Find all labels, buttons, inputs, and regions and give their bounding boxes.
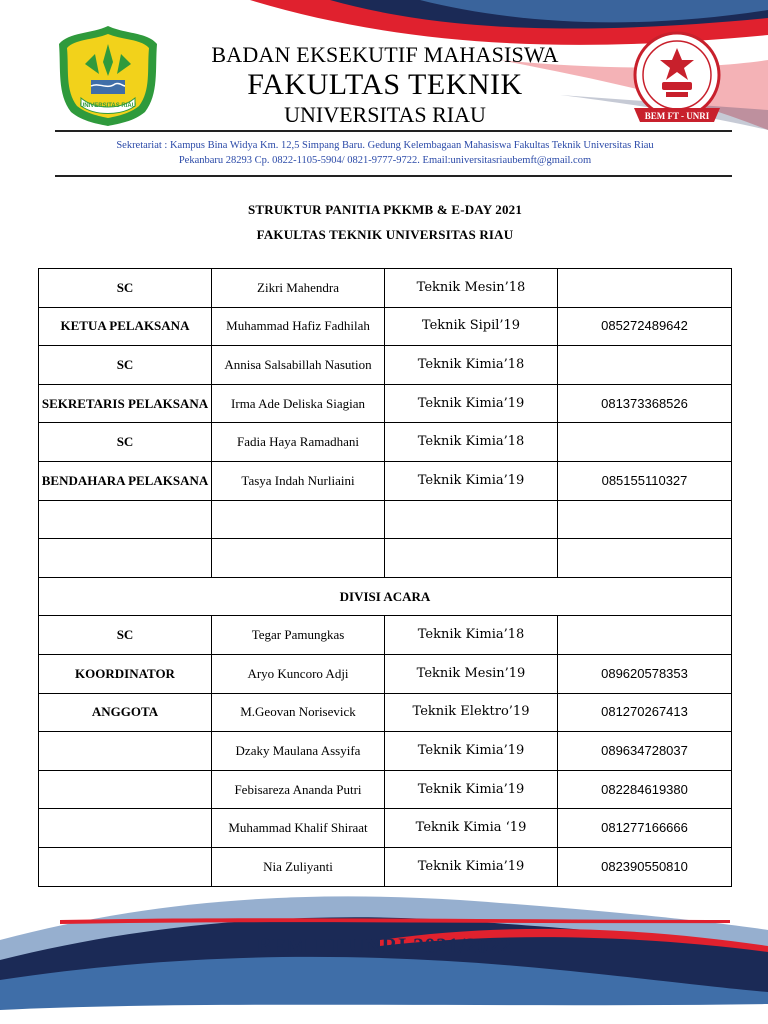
name-cell: Muhammad Hafiz Fadhilah bbox=[212, 307, 385, 346]
program-cell: Teknik Kimia’18 bbox=[385, 423, 558, 462]
phone-cell: 081270267413 bbox=[558, 693, 732, 732]
name-cell: Nia Zuliyanti bbox=[212, 847, 385, 886]
table-row bbox=[39, 384, 732, 423]
role-cell: ANGGOTA bbox=[39, 693, 212, 732]
table-row bbox=[39, 654, 732, 693]
program-cell: Teknik Sipil’19 bbox=[385, 307, 558, 346]
address-block bbox=[40, 138, 730, 168]
committee-table bbox=[38, 268, 732, 887]
program-cell: Teknik Kimia’18 bbox=[385, 616, 558, 655]
table-row bbox=[39, 500, 732, 539]
role-cell bbox=[39, 770, 212, 809]
document-title-line2: FAKULTAS TEKNIK UNIVERSITAS RIAU bbox=[256, 227, 514, 242]
role-cell: SC bbox=[39, 616, 212, 655]
role-cell bbox=[39, 500, 212, 539]
table-row bbox=[39, 732, 732, 771]
table-row bbox=[39, 770, 732, 809]
phone-cell bbox=[558, 269, 732, 308]
name-cell: Dzaky Maulana Assyifa bbox=[212, 732, 385, 771]
program-cell: Teknik Mesin’18 bbox=[385, 269, 558, 308]
role-cell: SC bbox=[39, 346, 212, 385]
table-row bbox=[39, 307, 732, 346]
org-name-line3: UNIVERSITAS RIAU bbox=[284, 102, 486, 127]
phone-cell: 082390550810 bbox=[558, 847, 732, 886]
program-cell: Teknik Kimia’19 bbox=[385, 384, 558, 423]
name-cell: Febisareza Ananda Putri bbox=[212, 770, 385, 809]
phone-cell: 085155110327 bbox=[558, 461, 732, 500]
phone-cell bbox=[558, 423, 732, 462]
org-name-line2: FAKULTAS TEKNIK bbox=[247, 68, 523, 101]
header-top-divider bbox=[55, 130, 732, 132]
document-title-line1: STRUKTUR PANITIA PKKMB & E-DAY 2021 bbox=[247, 202, 523, 217]
phone-cell bbox=[558, 500, 732, 539]
name-cell: M.Geovan Norisevick bbox=[212, 693, 385, 732]
phone-cell bbox=[558, 539, 732, 578]
table-row bbox=[39, 423, 732, 462]
program-cell: Teknik Mesin’19 bbox=[385, 654, 558, 693]
table-row bbox=[39, 693, 732, 732]
program-cell: Teknik Kimia’19 bbox=[385, 770, 558, 809]
phone-cell: 082284619380 bbox=[558, 770, 732, 809]
role-cell: BENDAHARA PELAKSANA bbox=[39, 461, 212, 500]
table-row bbox=[39, 577, 732, 616]
phone-cell: 081373368526 bbox=[558, 384, 732, 423]
name-cell: Zikri Mahendra bbox=[212, 269, 385, 308]
table-row bbox=[39, 616, 732, 655]
role-cell: KOORDINATOR bbox=[39, 654, 212, 693]
role-cell: SEKRETARIS PELAKSANA bbox=[39, 384, 212, 423]
name-cell: Tegar Pamungkas bbox=[212, 616, 385, 655]
name-cell: Irma Ade Deliska Siagian bbox=[212, 384, 385, 423]
program-cell: Teknik Elektro’19 bbox=[385, 693, 558, 732]
program-cell: Teknik Kimia ‘19 bbox=[385, 809, 558, 848]
org-name-line1: BADAN EKSEKUTIF MAHASISWA bbox=[211, 42, 559, 67]
division-header: DIVISI ACARA bbox=[39, 577, 732, 616]
role-cell: SC bbox=[39, 269, 212, 308]
role-cell: SC bbox=[39, 423, 212, 462]
program-cell bbox=[385, 500, 558, 539]
footer-title: BEM FT UNRI 2021/2022 bbox=[256, 933, 512, 958]
program-cell: Teknik Kimia’19 bbox=[385, 461, 558, 500]
table-row bbox=[39, 461, 732, 500]
program-cell bbox=[385, 539, 558, 578]
role-cell: KETUA PELAKSANA bbox=[39, 307, 212, 346]
name-cell bbox=[212, 500, 385, 539]
name-cell: Aryo Kuncoro Adji bbox=[212, 654, 385, 693]
role-cell bbox=[39, 539, 212, 578]
phone-cell bbox=[558, 346, 732, 385]
table-row bbox=[39, 809, 732, 848]
role-cell bbox=[39, 732, 212, 771]
program-cell: Teknik Kimia’19 bbox=[385, 847, 558, 886]
phone-cell: 085272489642 bbox=[558, 307, 732, 346]
phone-cell: 089634728037 bbox=[558, 732, 732, 771]
name-cell: Fadia Haya Ramadhani bbox=[212, 423, 385, 462]
address-line2: Pekanbaru 28293 Cp. 0822-1105-5904/ 0821-9777-9722. Email:universitasriaubemft@gmail.com bbox=[178, 155, 592, 166]
name-cell bbox=[212, 539, 385, 578]
role-cell bbox=[39, 809, 212, 848]
name-cell: Muhammad Khalif Shiraat bbox=[212, 809, 385, 848]
table-row bbox=[39, 346, 732, 385]
name-cell: Annisa Salsabillah Nasution bbox=[212, 346, 385, 385]
name-cell: Tasya Indah Nurliaini bbox=[212, 461, 385, 500]
program-cell: Teknik Kimia’18 bbox=[385, 346, 558, 385]
left-logo-text: UNIVERSITAS RIAU bbox=[79, 103, 137, 109]
program-cell: Teknik Kimia’19 bbox=[385, 732, 558, 771]
address-line1: Sekretariat : Kampus Bina Widya Km. 12,5 Simpang Baru. Gedung Kelembagaan Mahasiswa Fakultas Teknik Universitas Riau bbox=[116, 140, 654, 151]
table-row bbox=[39, 539, 732, 578]
table-row bbox=[39, 269, 732, 308]
phone-cell: 089620578353 bbox=[558, 654, 732, 693]
header-bottom-divider bbox=[55, 175, 732, 177]
right-logo-banner: BEM FT - UNRI bbox=[644, 111, 710, 121]
phone-cell bbox=[558, 616, 732, 655]
phone-cell: 081277166666 bbox=[558, 809, 732, 848]
